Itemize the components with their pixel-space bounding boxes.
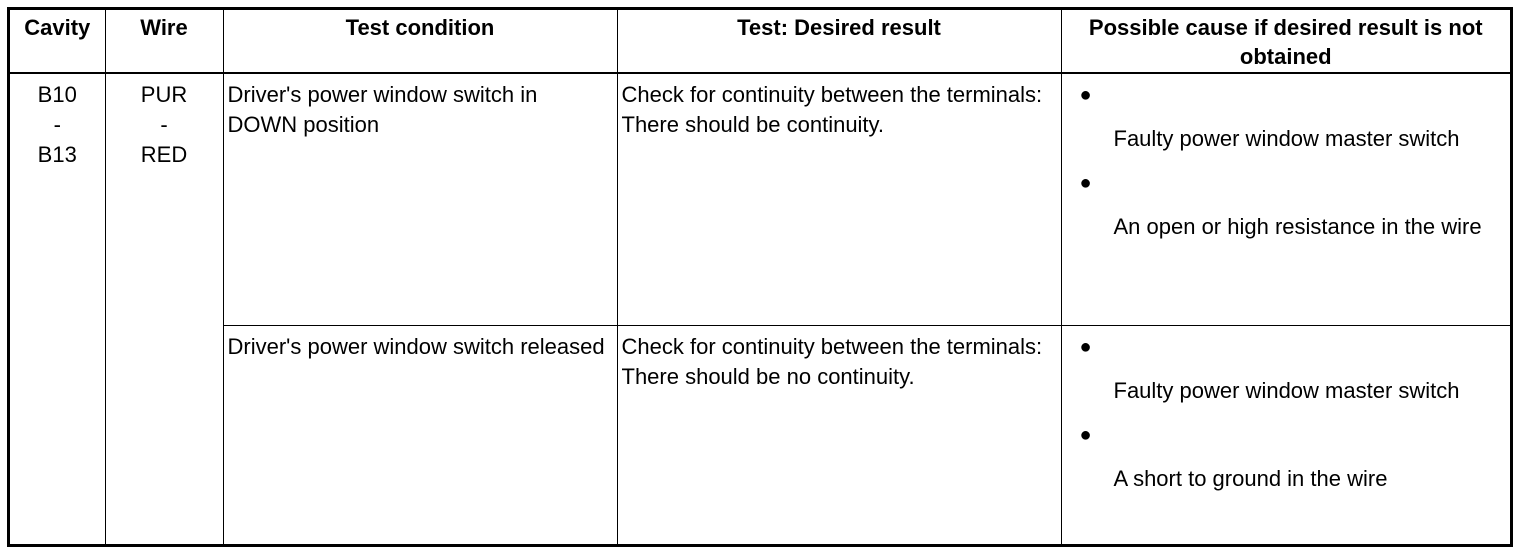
cavity-end: B13 (37, 142, 77, 167)
wire-color-2: RED (140, 142, 188, 167)
cause-list-item (1080, 168, 1505, 242)
header-possible-cause: Possible cause if desired result is not obtained (1061, 10, 1510, 73)
diagnostic-table-frame (7, 7, 1513, 547)
header-test-condition: Test condition (223, 10, 617, 73)
cause-text: A short to ground in the wire (1113, 465, 1388, 491)
bullet-icon: ● (1079, 84, 1092, 106)
header-cavity: Cavity (10, 10, 105, 73)
wire-cell (105, 73, 223, 547)
desired-result-cell: Check for continuity between the terminals: There should be no continuity. (617, 325, 1061, 547)
cause-text: An open or high resistance in the wire (1113, 214, 1482, 239)
test-condition-cell: Driver's power window switch released (223, 325, 617, 547)
desired-result-cell: Check for continuity between the terminals: There should be continuity. (617, 73, 1061, 325)
cavity-separator: - (53, 112, 61, 137)
wire-color-1: PUR (140, 82, 188, 107)
cause-text: Faulty power window master switch (1113, 126, 1460, 151)
table-row (10, 325, 1510, 547)
cavity-cell (10, 73, 105, 547)
header-wire: Wire (105, 10, 223, 73)
cavity-start: B10 (37, 82, 77, 107)
header-desired-result: Test: Desired result (617, 10, 1061, 73)
possible-cause-cell (1061, 325, 1510, 547)
bullet-icon: ● (1079, 335, 1092, 358)
bullet-icon: ● (1079, 172, 1092, 194)
bullet-icon: ● (1079, 423, 1092, 446)
cause-list-item (1080, 332, 1505, 406)
cause-list-item (1080, 80, 1505, 154)
table-header (10, 10, 1510, 73)
diagnostic-table (10, 10, 1510, 547)
table-row (10, 73, 1510, 325)
cause-text: Faulty power window master switch (1113, 377, 1460, 403)
cause-list-item (1080, 420, 1505, 494)
test-condition-cell: Driver's power window switch in DOWN position (223, 73, 617, 325)
possible-cause-cell (1061, 73, 1510, 325)
wire-separator: - (160, 112, 168, 137)
